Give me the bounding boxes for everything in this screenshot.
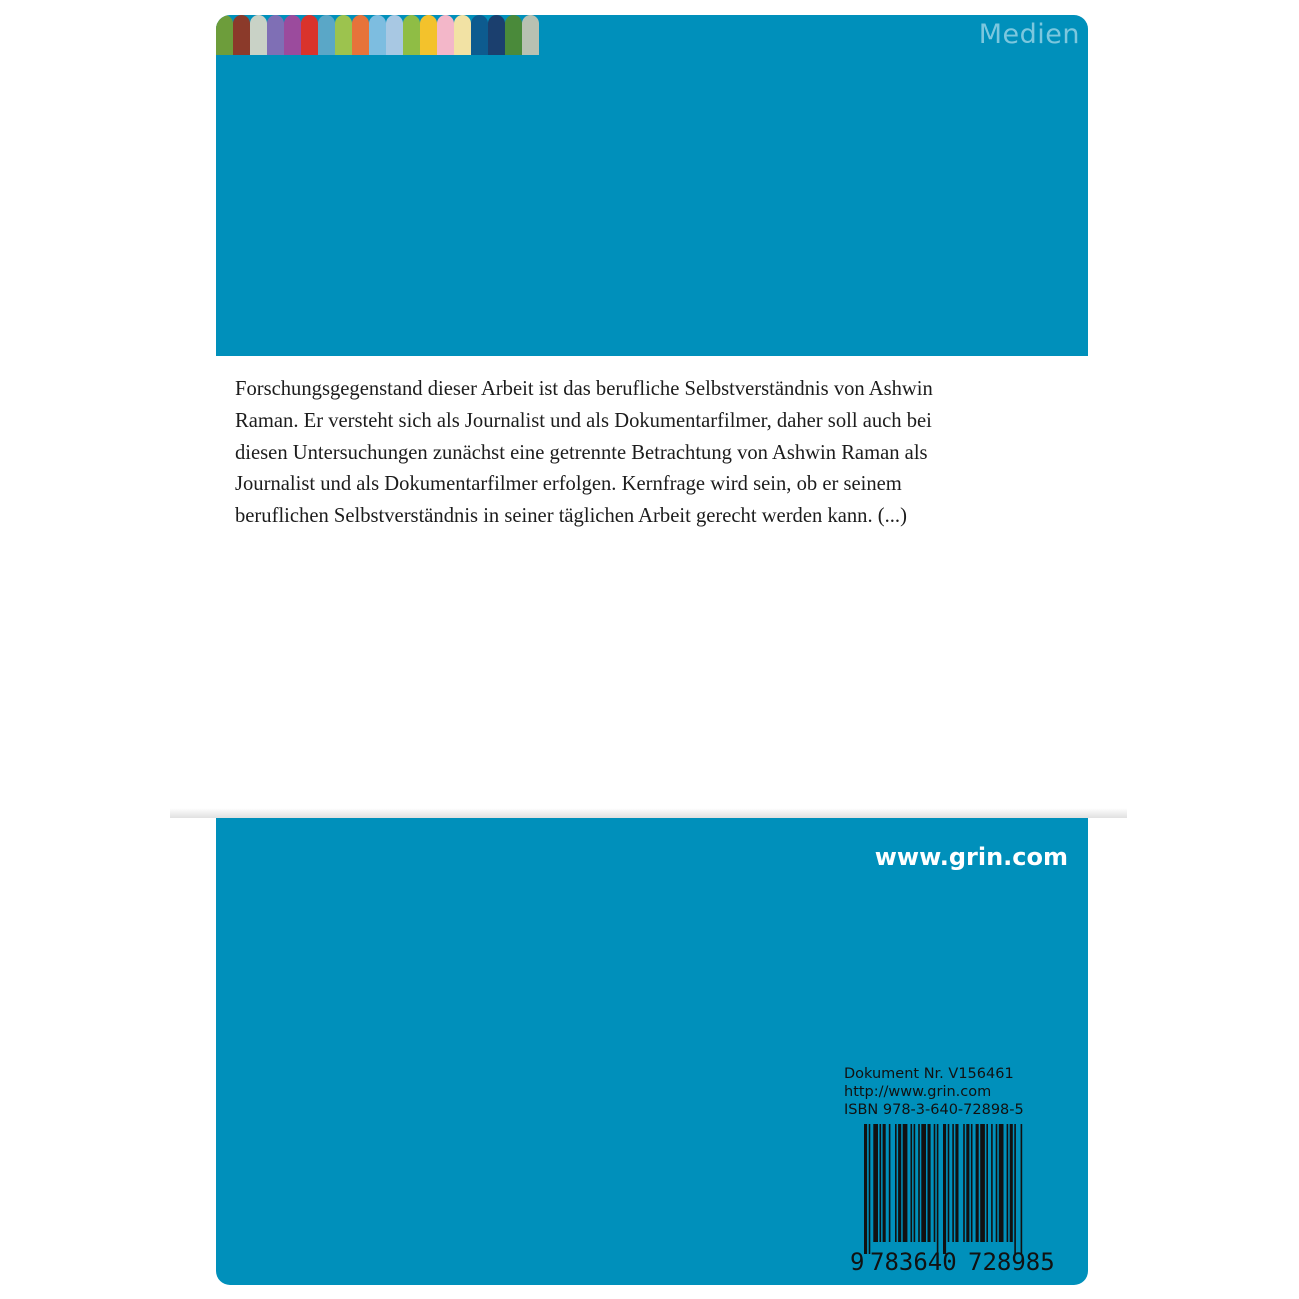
color-stripe: [267, 15, 284, 55]
color-stripe: [369, 15, 386, 55]
color-stripe: [522, 15, 539, 55]
barcode-digit-first: 9: [850, 1248, 865, 1274]
book-blurb: Forschungsgegenstand dieser Arbeit ist das berufliche Selbstverständnis von Ashwin Raman. Er versteht sich als Journalist und als Dokumentarfilmer, daher soll auch bei diesen Untersuchungen zunächst eine getrennte Betrachtung von Ashwin Raman als Journalist und als Dokumentarfilmer erfolgen. Kernfrage wird sein, ob er seinem beruflichen Selbstverständnis in seiner täglichen Arbeit gerecht werden kann. (...): [235, 378, 933, 528]
color-stripe: [437, 15, 454, 55]
color-stripe: [318, 15, 335, 55]
barcode-digits-right: 728985: [968, 1248, 1055, 1274]
color-stripe: [505, 15, 522, 55]
barcode-digits-left: 783640: [870, 1248, 957, 1274]
color-stripe: [471, 15, 488, 55]
color-stripe: [301, 15, 318, 55]
isbn: ISBN 978-3-640-72898-5: [844, 1102, 1024, 1118]
color-stripe: [403, 15, 420, 55]
isbn-barcode: [844, 1124, 1074, 1274]
color-stripe: [284, 15, 301, 55]
publisher-url[interactable]: www.grin.com: [874, 843, 1068, 871]
color-stripe: [386, 15, 403, 55]
color-stripe: [233, 15, 250, 55]
document-info: [844, 1065, 1024, 1119]
color-stripe: [216, 15, 233, 55]
category-label: Medien: [978, 19, 1080, 50]
color-stripe: [454, 15, 471, 55]
color-stripe: [488, 15, 505, 55]
color-stripes: [216, 15, 539, 55]
document-number: Dokument Nr. V156461: [844, 1066, 1014, 1082]
document-url[interactable]: http://www.grin.com: [844, 1084, 992, 1100]
cover-top-panel: [216, 15, 1088, 356]
color-stripe: [352, 15, 369, 55]
cover-bottom-panel: [216, 818, 1088, 1285]
color-stripe: [250, 15, 267, 55]
color-stripe: [420, 15, 437, 55]
color-stripe: [335, 15, 352, 55]
shadow-band: [170, 808, 1127, 818]
